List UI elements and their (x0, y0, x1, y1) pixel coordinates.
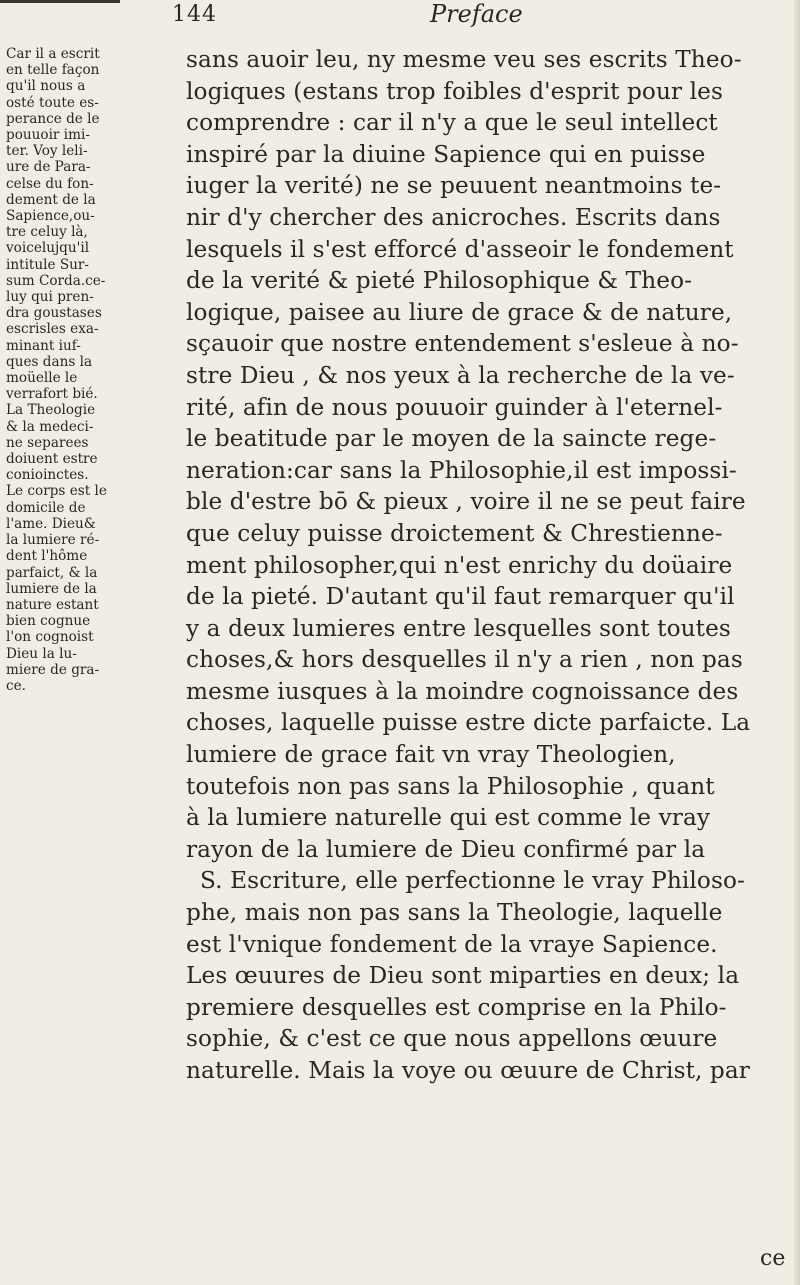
margin-note-line: ne separees (6, 434, 89, 451)
margin-note-line: dement de la (6, 191, 96, 208)
body-line: est l'vnique fondement de la vraye Sapience. (186, 930, 718, 958)
main-text (186, 44, 776, 1087)
body-line: sophie, & c'est ce que nous appellons œuure (186, 1025, 718, 1053)
body-line: sçauoir que nostre entendement s'esleue à no- (186, 330, 739, 358)
body-line: mesme iusques à la moindre cognoissance des (186, 677, 739, 705)
body-line: stre Dieu , & nos yeux à la recherche de la ve- (186, 361, 735, 389)
body-line: ment philosopher,qui n'est enrichy du doüaire (186, 551, 733, 579)
margin-note-line: dent l'hôme (6, 548, 88, 565)
margin-note-line: ure de Para- (6, 159, 91, 176)
body-line: choses,& hors desquelles il n'y a rien , non pas (186, 646, 743, 674)
margin-note-line: & la medeci- (6, 418, 94, 435)
margin-note-line: doiuent estre (6, 451, 98, 468)
margin-note-line: lumiere de la (6, 580, 97, 597)
margin-note-line: l'on cognoist (6, 629, 94, 646)
top-rule (0, 0, 120, 3)
margin-note-line: tre celuy là, (6, 224, 88, 241)
body-line: de la pieté. D'autant qu'il faut remarquer qu'il (186, 583, 735, 611)
body-line: Les œuures de Dieu sont miparties en deux; la (186, 962, 740, 990)
page-edge (794, 0, 800, 1285)
body-line: le beatitude par le moyen de la saincte rege- (186, 425, 717, 453)
margin-note-line: voicelujqu'il (6, 240, 90, 257)
margin-note-line: miere de gra- (6, 661, 100, 678)
catchword: ce (760, 1246, 786, 1271)
margin-note-line: escrisles exa- (6, 321, 99, 338)
running-head: Preface (430, 0, 523, 28)
body-line: rayon de la lumiere de Dieu confirmé par la (186, 835, 706, 863)
body-line: phe, mais non pas sans la Theologie, laquelle (186, 899, 723, 927)
margin-note-line: domicile de (6, 499, 86, 516)
margin-note-line: celse du fon- (6, 175, 94, 192)
margin-note-line: osté toute es- (6, 94, 99, 111)
margin-note-line: parfaict, & la (6, 564, 98, 581)
margin-note-line: intitule Sur- (6, 256, 90, 273)
margin-note-line: Le corps est le (6, 483, 107, 500)
body-line: comprendre : car il n'y a que le seul intellect (186, 109, 718, 137)
margin-note-line: La Theologie (6, 402, 96, 419)
margin-note-line: conioinctes. (6, 467, 89, 484)
body-line: y a deux lumieres entre lesquelles sont toutes (186, 614, 731, 642)
margin-note-line: pouuoir imi- (6, 127, 90, 144)
margin-note-line: Car il a escrit (6, 46, 100, 62)
body-line: inspiré par la diuine Sapience qui en puisse (186, 140, 706, 168)
body-line: rité, afin de nous pouuoir guinder à l'eternel- (186, 393, 723, 421)
margin-note-line: qu'il nous a (6, 78, 86, 95)
page-number: 144 (172, 2, 217, 27)
margin-note-line: Dieu la lu- (6, 645, 77, 662)
margin-note-line: sum Corda.ce- (6, 272, 106, 289)
body-line: à la lumiere naturelle qui est comme le vray (186, 804, 711, 832)
margin-note-line: bien cognue (6, 613, 91, 630)
margin-note-line: minant iuf- (6, 337, 81, 354)
body-line: naturelle. Mais la voye ou œuure de Christ, par (186, 1057, 750, 1084)
body-line: neration:car sans la Philosophie,il est impossi- (186, 456, 737, 484)
body-line: de la verité & pieté Philosophique & Theo- (186, 267, 693, 295)
margin-note-line: luy qui pren- (6, 289, 94, 306)
margin-note-line: ques dans la (6, 353, 93, 370)
body-line: choses, laquelle puisse estre dicte parfaicte. La (186, 709, 751, 737)
margin-note-line: l'ame. Dieu& (6, 515, 96, 532)
body-line: lumiere de grace fait vn vray Theologien, (186, 741, 676, 769)
margin-note-line: dra goustases (6, 305, 102, 322)
body-line: premiere desquelles est comprise en la Philo- (186, 993, 727, 1021)
margin-note-line: la lumiere ré- (6, 532, 100, 549)
margin-note-line: verrafort bié. (6, 386, 98, 403)
margin-note-line: ce. (6, 677, 26, 694)
margin-note-line: moüelle le (6, 370, 78, 387)
body-line: S. Escriture, elle perfectionne le vray Philoso- (200, 867, 745, 895)
body-line: ble d'estre bō & pieux , voire il ne se peut faire (186, 488, 746, 516)
margin-note-line: perance de le (6, 110, 100, 127)
body-line: logiques (estans trop foibles d'esprit pour les (186, 77, 724, 105)
body-line: toutefois non pas sans la Philosophie , quant (186, 772, 715, 800)
body-line: que celuy puisse droictement & Chrestienne- (186, 519, 723, 547)
margin-note-line: Sapience,ou- (6, 208, 95, 225)
margin-note-line: nature estant (6, 596, 99, 613)
body-line: nir d'y chercher des anicroches. Escrits dans (186, 203, 721, 231)
body-line: iuger la verité) ne se peuuent neantmoins te- (186, 172, 722, 200)
margin-note (6, 46, 176, 694)
body-line: logique, paisee au liure de grace & de nature, (186, 298, 733, 326)
body-line: lesquels il s'est efforcé d'asseoir le fondement (186, 235, 734, 263)
margin-note-line: en telle façon (6, 62, 100, 79)
margin-note-line: ter. Voy leli- (6, 143, 88, 160)
body-line: sans auoir leu, ny mesme veu ses escrits Theo- (186, 46, 742, 73)
